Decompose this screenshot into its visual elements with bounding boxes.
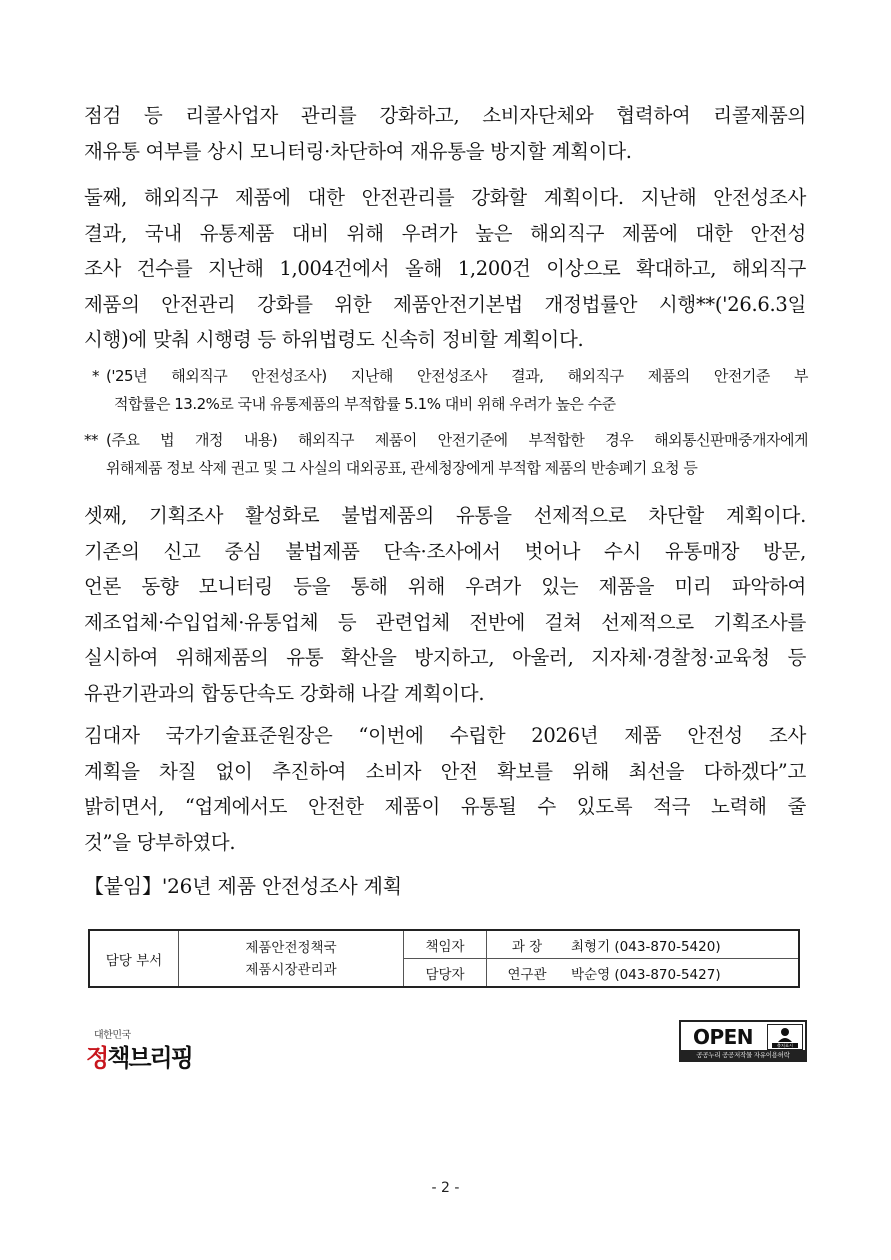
person-icon	[768, 1025, 802, 1049]
dept-name	[179, 930, 404, 987]
text-line: 제조업체·수입업체·유통업체 등 관련업체 전반에 걸쳐 선제적으로 기획조사를	[84, 610, 806, 634]
attachment-link[interactable]: 【붙임】'26년 제품 안전성조사 계획	[84, 874, 402, 898]
person-cell: 최형기 (043-870-5420)	[567, 930, 799, 959]
text-line: 김대자 국가기술표준원장은 “이번에 수립한 2026년 제품 안전성 조사	[84, 724, 806, 747]
paragraph-second	[84, 180, 806, 358]
person-cell: 박순영 (043-870-5427)	[567, 959, 799, 988]
text-line: 점검 등 리콜사업자 관리를 강화하고, 소비자단체와 협력하여 리콜제품의	[84, 104, 806, 127]
title-cell: 과 장	[487, 930, 568, 959]
dept-line: 제품안전정책국	[245, 939, 337, 956]
attribution-icon	[767, 1024, 803, 1050]
text-line: 시행)에 맞춰 시행령 등 하위법령도 신속히 정비할 계획이다.	[84, 328, 584, 351]
dept-label: 담당 부서	[89, 930, 179, 987]
text-line: 언론 동향 모니터링 등을 통해 위해 우려가 있는 제품을 미리 파악하여	[84, 575, 806, 598]
policy-briefing-logo	[86, 1026, 196, 1072]
open-text: OPEN	[692, 1025, 754, 1049]
paragraph-quote	[84, 718, 806, 860]
text-line: 계획을 차질 없이 추진하여 소비자 안전 확보를 위해 최선을 다하겠다”고	[84, 759, 806, 783]
text-line: 결과, 국내 유통제품 대비 위해 우려가 높은 해외직구 제품에 대한 안전성	[84, 221, 806, 245]
role-cell: 책임자	[404, 930, 487, 959]
page-number: - 2 -	[431, 1180, 460, 1196]
footnote-line: (주요 법 개정 내용) 해외직구 제품이 안전기준에 부적합한 경우 해외통신판매중개자에게	[106, 431, 808, 449]
logo-red-char: 정	[86, 1044, 108, 1072]
role-cell: 담당자	[404, 959, 487, 988]
text-line: 기존의 신고 중심 불법제품 단속·조사에서 벗어나 수시 유통매장 방문,	[84, 539, 806, 563]
dept-line: 제품시장관리과	[245, 961, 337, 978]
logo-big-text	[86, 1038, 192, 1073]
table-row	[89, 930, 799, 959]
text-line: 제품의 안전관리 강화를 위한 제품안전기본법 개정법률안 시행**('26.6.3일	[84, 292, 806, 316]
text-line: 조사 건수를 지난해 1,004건에서 올해 1,200건 이상으로 확대하고, 해외직구	[84, 257, 806, 280]
text-line: 재유통 여부를 상시 모니터링·차단하여 재유통을 방지할 계획이다.	[84, 139, 632, 163]
contact-table	[88, 929, 800, 988]
footnote-1	[84, 362, 808, 418]
footnote-line: ('25년 해외직구 안전성조사) 지난해 안전성조사 결과, 해외직구 제품의 안전기준 부	[106, 367, 808, 385]
text-line: 것”을 당부하였다.	[84, 830, 236, 854]
text-line: 둘째, 해외직구 제품에 대한 안전관리를 강화할 계획이다. 지난해 안전성조사	[84, 186, 806, 209]
paragraph-third	[84, 498, 806, 711]
footnote-mark: *	[92, 367, 99, 385]
title-cell: 연구관	[487, 959, 568, 988]
paragraph-recall	[84, 98, 806, 169]
logo-small-text: 대한민국	[94, 1030, 131, 1041]
text-line: 셋째, 기획조사 활성화로 불법제품의 유통을 선제적으로 차단할 계획이다.	[84, 504, 806, 527]
footnote-line: 위해제품 정보 삭제 권고 및 그 사실의 대외공표, 관세청장에게 부적합 제품의 반송폐기 요청 등	[106, 459, 698, 477]
license-strip: 공공누리 공공저작물 자유이용허락	[681, 1050, 805, 1060]
text-line: 밝히면서, “업계에서도 안전한 제품이 유통될 수 있도록 적극 노력해 줄	[84, 795, 806, 818]
text-line: 실시하여 위해제품의 유통 확산을 방지하고, 아울러, 지자체·경찰청·교육청 등	[84, 646, 806, 669]
logo-rest-text: 책브리핑	[107, 1044, 192, 1072]
footnote-mark: **	[84, 431, 98, 449]
open-license-logo	[679, 1020, 807, 1062]
text-line: 유관기관과의 합동단속도 강화해 나갈 계획이다.	[84, 681, 485, 705]
badge-text: 출처표시	[776, 1043, 794, 1049]
footnote-line: 적합률은 13.2%로 국내 유통제품의 부적합률 5.1% 대비 위해 우려가 높은 수준	[114, 395, 616, 413]
footnote-2	[84, 426, 808, 482]
